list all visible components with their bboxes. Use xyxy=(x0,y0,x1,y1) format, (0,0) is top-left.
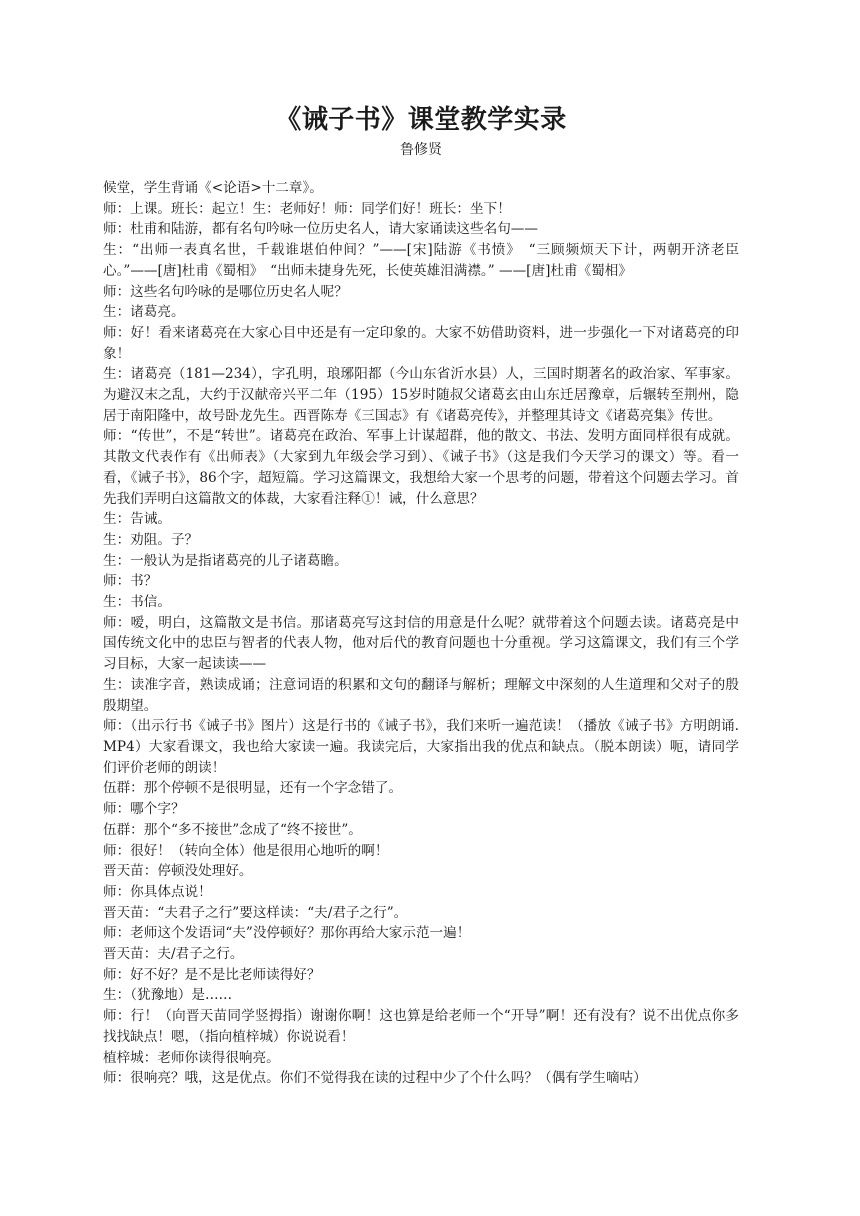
paragraph: 生：诸葛亮（181—234），字孔明，琅琊阳都（今山东省沂水县）人，三国时期著名的政治家、军事家。为避汉末之乱，大约于汉献帝兴平二年（195）15岁时随叔父诸葛玄由山东迁居豫章，后辗转至荆州，隐居于南阳隆中，故号卧龙先生。西晋陈寿《三国志》有《诸葛亮传》，并整理其诗文《诸葛亮集》传世。 xyxy=(103,366,739,424)
paragraph: 生：告诫。 xyxy=(103,511,171,528)
paragraph: 生：读准字音，熟读成诵；注意词语的积累和文句的翻译与解析；理解文中深刻的人生道理和父对子的殷殷期望。 xyxy=(103,676,739,714)
paragraph: 生：一般认为是指诸葛亮的儿子诸葛瞻。 xyxy=(103,552,348,569)
paragraph: 师：“传世”，不是“转世”。诸葛亮在政治、军事上计谋超群，他的散文、书法、发明方面同样很有成就。其散文代表作有《出师表》（大家到九年级会学习到）、《诫子书》（这是我们今天学习的课文）等。看一看，《诫子书》，86个字，超短篇。学习这篇课文，我想给大家一个思考的问题，带着这个问题去学习。首先我们弄明白这篇散文的体裁，大家看注释①！诫，什么意思？ xyxy=(103,428,739,507)
paragraph: 生：书信。 xyxy=(103,594,171,611)
paragraph: 师：很好！（转向全体）他是很用心地听的啊！ xyxy=(103,842,389,859)
paragraph: 晋天苗：“夫君子之行”要这样读：“夫/君子之行”。 xyxy=(103,904,408,921)
paragraph: 生：（犹豫地）是…… xyxy=(103,987,233,1004)
document-page xyxy=(103,100,739,1089)
paragraph: 师：老师这个发语词“夫”没停顿好？那你再给大家示范一遍！ xyxy=(103,925,471,942)
paragraph: 伍群：那个“多不接世”念成了“终不接世”。 xyxy=(103,821,362,838)
paragraph: 师：书？ xyxy=(103,573,158,590)
paragraph: 师：嗳，明白，这篇散文是书信。那诸葛亮写这封信的用意是什么呢？就带着这个问题去读。诸葛亮是中国传统文化中的忠臣与智者的代表人物，他对后代的教育问题也十分重视。学习这篇课文，我们有三个学习目标，大家一起读读—— xyxy=(103,614,739,673)
document-body xyxy=(103,178,739,1089)
paragraph: 师：上课。班长：起立！生：老师好！师：同学们好！班长：坐下！ xyxy=(103,200,511,217)
paragraph: 师：哪个字？ xyxy=(103,801,185,818)
paragraph: 植梓城：老师你读得很响亮。 xyxy=(103,1049,280,1066)
paragraph: 师：好不好？是不是比老师读得好？ xyxy=(103,966,321,983)
document-author: 鲁修贤 xyxy=(400,142,442,158)
paragraph: 师：你具体点说！ xyxy=(103,883,212,900)
paragraph: 伍群：那个停顿不是很明显，还有一个字念错了。 xyxy=(103,780,403,797)
paragraph: 晋天苗：夫/君子之行。 xyxy=(103,946,244,963)
paragraph: 生：“出师一表真名世，千载谁堪伯仲间？”——[宋]陆游《书愤》 “三顾频烦天下计，两朝开济老臣心。”——[唐]杜甫《蜀相》 “出师未捷身先死，长使英雄泪满襟。” ——[唐]杜甫《蜀相》 xyxy=(103,242,739,279)
paragraph: 师：很响亮？哦，这是优点。你们不觉得我在读的过程中少了个什么吗？（偶有学生嘀咕） xyxy=(103,1070,647,1087)
paragraph: 师：行！（向晋天苗同学竖拇指）谢谢你啊！这也算是给老师一个“开导”啊！还有没有？说不出优点你多找找缺点！嗯，（指向植梓城）你说说看！ xyxy=(103,1008,739,1045)
paragraph: 师：杜甫和陆游，都有名句吟咏一位历史名人，请大家诵读这些名句—— xyxy=(103,221,538,238)
paragraph: 候堂，学生背诵《<论语>十二章》。 xyxy=(103,180,323,196)
paragraph: 师：（出示行书《诫子书》图片）这是行书的《诫子书》，我们来听一遍范读！（播放《诫子书》方明朗诵.MP4）大家看课文，我也给大家读一遍。我读完后，大家指出我的优点和缺点。（脱本朗读）呃，请同学们评价老师的朗读！ xyxy=(103,718,739,776)
paragraph: 生：劝阻。子？ xyxy=(103,531,199,548)
document-title: 《诫子书》课堂教学实录 xyxy=(275,105,567,135)
paragraph: 师：好！看来诸葛亮在大家心目中还是有一定印象的。大家不妨借助资料，进一步强化一下对诸葛亮的印象！ xyxy=(103,324,739,362)
paragraph: 生：诸葛亮。 xyxy=(103,304,185,321)
paragraph: 师：这些名句吟咏的是哪位历史名人呢？ xyxy=(103,283,348,300)
paragraph: 晋天苗：停顿没处理好。 xyxy=(103,863,253,880)
